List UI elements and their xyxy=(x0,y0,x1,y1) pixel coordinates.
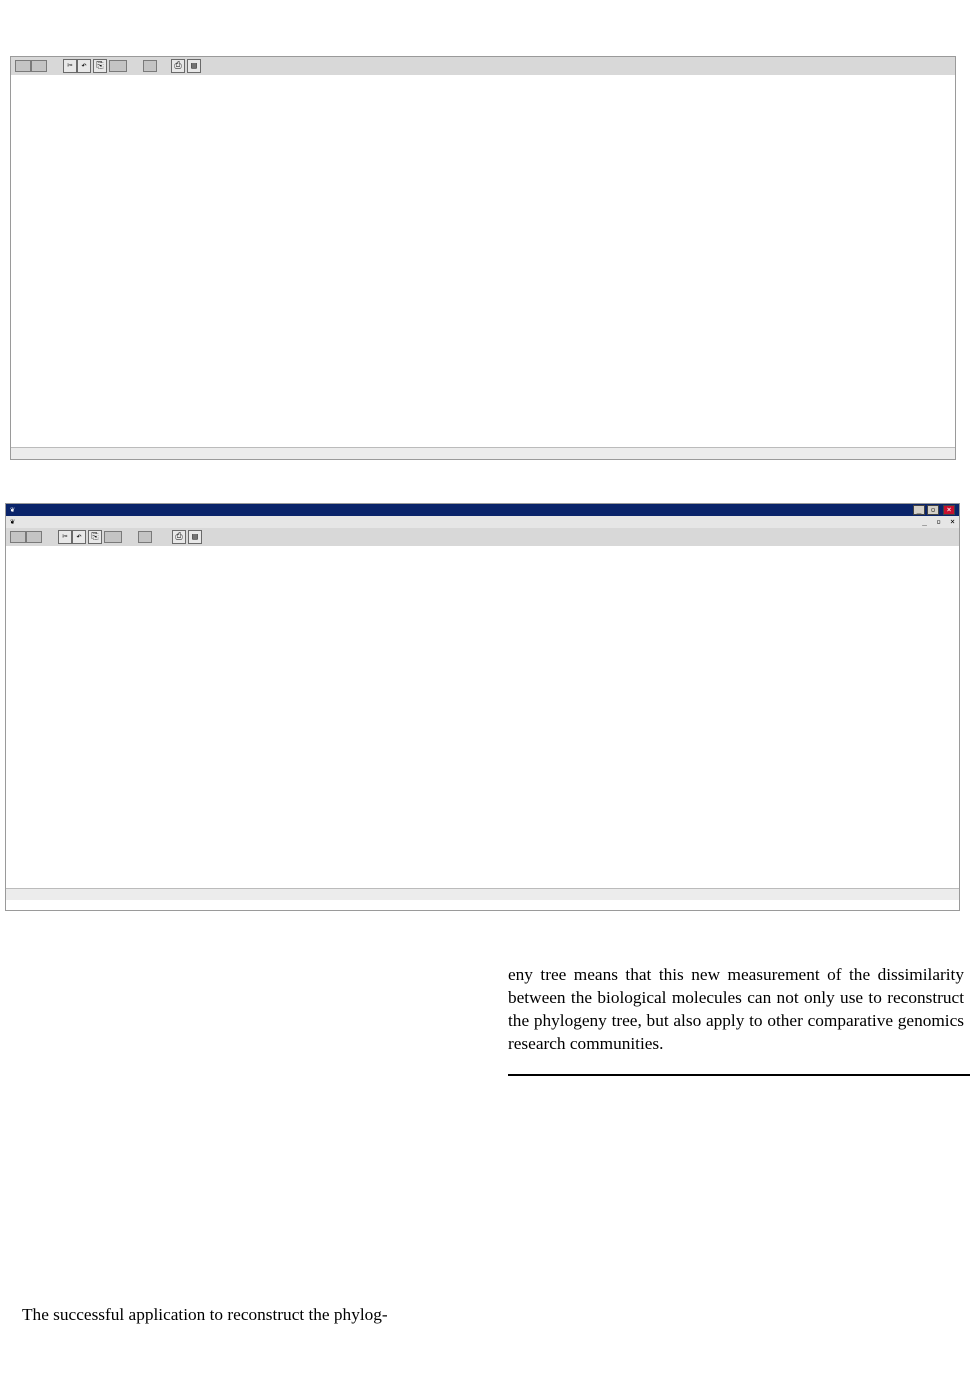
figure3-tree xyxy=(11,75,955,447)
close-button[interactable]: × xyxy=(943,505,955,515)
conclusions-p2-cont: eny tree means that this new measurement of the dissimilarity between the biological molecules can not only use to reconstruct the phylogeny tree, but also apply to other comparative genomics research communities. xyxy=(508,965,964,1054)
mdi-restore-button[interactable]: ▫ xyxy=(936,517,941,526)
toolbar-button[interactable] xyxy=(26,531,42,543)
cut-icon[interactable]: ✂ xyxy=(63,59,77,73)
toolbar-button[interactable] xyxy=(138,531,152,543)
mdi-close-button[interactable]: × xyxy=(950,517,955,526)
copy-icon[interactable]: ⎘ xyxy=(93,59,107,73)
figure4-toolbar xyxy=(6,528,959,546)
preview-icon[interactable]: ▤ xyxy=(187,59,201,73)
cut-icon[interactable]: ✂ xyxy=(58,530,72,544)
copy-icon[interactable]: ⎘ xyxy=(88,530,102,544)
figure3-statusbar xyxy=(11,447,955,459)
figure4-titlebar xyxy=(6,504,959,516)
figure4-menubar xyxy=(6,516,959,528)
figure4-tree xyxy=(6,546,959,888)
toolbar-button[interactable] xyxy=(15,60,31,72)
doc-icon: ❦ xyxy=(10,517,15,526)
conclusions-p2-start: The successful application to reconstruct the phylog- xyxy=(22,1305,388,1324)
figure3-window xyxy=(10,56,956,460)
minimize-button[interactable]: _ xyxy=(913,505,925,515)
conclusions-paragraph-2-cont xyxy=(508,963,964,1055)
undo-icon[interactable]: ↶ xyxy=(72,530,86,544)
toolbar-button[interactable] xyxy=(31,60,47,72)
maximize-button[interactable]: ▫ xyxy=(927,505,939,515)
mdi-minimize-button[interactable]: _ xyxy=(922,517,927,526)
toolbar-button[interactable] xyxy=(104,531,122,543)
toolbar-button[interactable] xyxy=(109,60,127,72)
undo-icon[interactable]: ↶ xyxy=(77,59,91,73)
figure4-window xyxy=(5,503,960,911)
conclusions-paragraph-2 xyxy=(4,1303,459,1328)
toolbar-button[interactable] xyxy=(143,60,157,72)
app-icon: ❦ xyxy=(10,505,15,514)
figure3-toolbar xyxy=(11,57,955,75)
preview-icon[interactable]: ▤ xyxy=(188,530,202,544)
running-header xyxy=(0,0,970,24)
figure4-statusbar xyxy=(6,888,959,900)
toolbar-button[interactable] xyxy=(10,531,26,543)
references-rule xyxy=(508,1074,970,1076)
print-icon[interactable]: ⎙ xyxy=(171,59,185,73)
print-icon[interactable]: ⎙ xyxy=(172,530,186,544)
